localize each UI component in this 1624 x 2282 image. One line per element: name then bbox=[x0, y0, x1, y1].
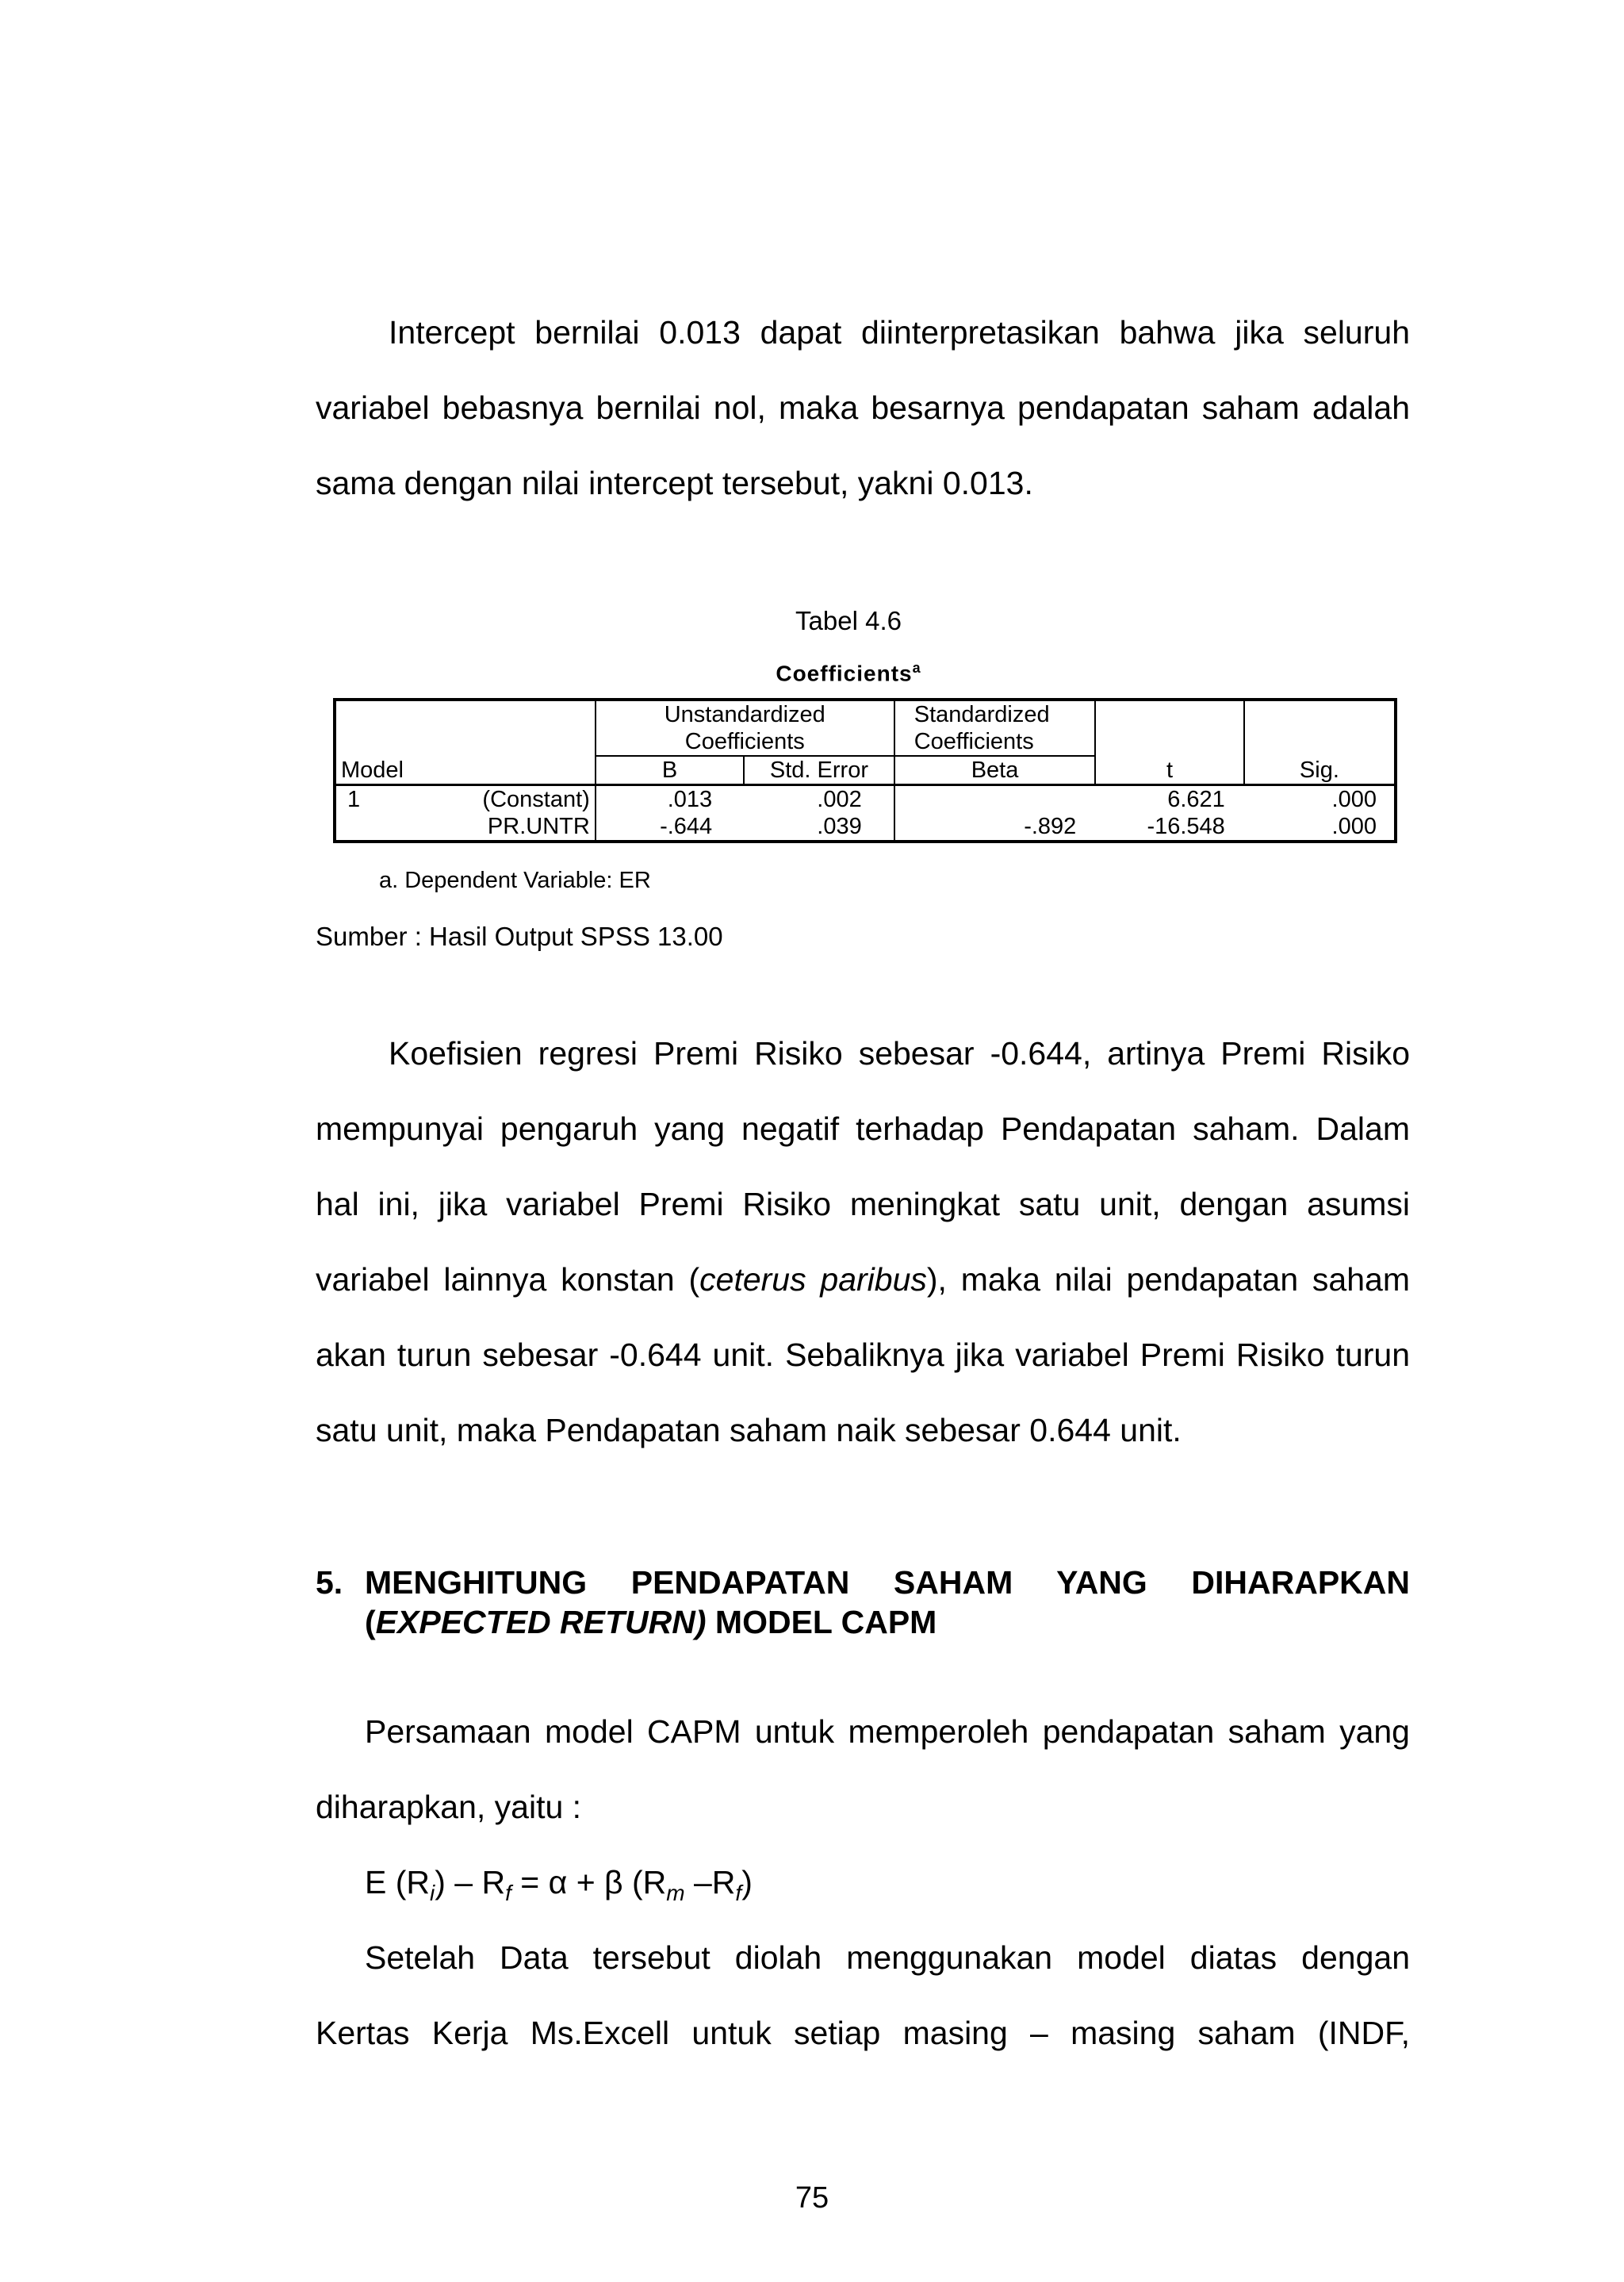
para1-line2: variabel bebasnya bernilai nol, maka besarnya pendapatan saham adalah bbox=[316, 389, 1410, 426]
footnote-letter: a. bbox=[379, 868, 399, 893]
para2-line3: hal ini, jika variabel Premi Risiko meningkat satu unit, dengan asumsi bbox=[316, 1186, 1410, 1222]
header-empty-cell bbox=[1244, 728, 1396, 756]
para2-line1: Koefisien regresi Premi Risiko sebesar -0.644, artinya Premi Risiko bbox=[389, 1035, 1410, 1072]
table-title-text: Coefficients bbox=[776, 661, 913, 686]
section-heading bbox=[316, 1564, 1410, 1651]
section-heading-line1: MENGHITUNG PENDAPATAN SAHAM YANG DIHARAPKAN bbox=[365, 1564, 1410, 1601]
heading-paren: ( bbox=[365, 1604, 376, 1640]
section-heading-line2 bbox=[365, 1604, 936, 1641]
formula-subscript: m bbox=[666, 1881, 685, 1906]
capm-formula bbox=[365, 1864, 753, 1906]
table-footnote bbox=[379, 868, 651, 894]
table-title-superscript: a bbox=[912, 660, 921, 676]
formula-subscript: i bbox=[430, 1881, 435, 1906]
cell-std-error: .039 bbox=[744, 813, 894, 842]
page-number: 75 bbox=[795, 2181, 829, 2215]
header-empty-cell bbox=[335, 728, 596, 756]
formula-part: = α + β (R bbox=[511, 1864, 667, 1900]
cell-beta bbox=[894, 785, 1096, 814]
para2-line4-b: ), maka nilai pendapatan saham bbox=[926, 1261, 1410, 1298]
section-number: 5. bbox=[316, 1564, 343, 1601]
cell-b: .013 bbox=[596, 785, 744, 814]
cell-t: -16.548 bbox=[1095, 813, 1244, 842]
cell-variable: PR.UNTR bbox=[437, 813, 596, 842]
coefficients-table bbox=[333, 698, 1397, 843]
header-empty-cell bbox=[1095, 700, 1244, 728]
header-empty-cell bbox=[1095, 728, 1244, 756]
para4-line2: Kertas Kerja Ms.Excell untuk setiap masing – masing saham (INDF, bbox=[316, 2015, 1410, 2051]
heading-italic: EXPECTED RETURN) bbox=[375, 1604, 707, 1640]
group-header-unstandardized-2: Coefficients bbox=[596, 728, 894, 756]
para3-line1: Persamaan model CAPM untuk memperoleh pendapatan saham yang bbox=[365, 1713, 1410, 1750]
cell-model: 1 bbox=[335, 785, 437, 814]
para1-line1: Intercept bernilai 0.013 dapat diinterpretasikan bahwa jika seluruh bbox=[389, 314, 1410, 351]
group-header-unstandardized: Unstandardized bbox=[596, 700, 894, 728]
column-header-sig: Sig. bbox=[1244, 756, 1396, 785]
para2-line4-italic: ceterus paribus bbox=[699, 1261, 927, 1298]
formula-part: ) bbox=[741, 1864, 753, 1900]
table-row bbox=[335, 813, 1396, 842]
para4-line1: Setelah Data tersebut diolah menggunakan model diatas dengan bbox=[365, 1939, 1410, 1976]
header-empty-cell bbox=[1244, 700, 1396, 728]
column-header-std-error: Std. Error bbox=[744, 756, 894, 785]
cell-beta: -.892 bbox=[894, 813, 1096, 842]
table-caption: Tabel 4.6 bbox=[795, 606, 902, 635]
para2-line5: akan turun sebesar -0.644 unit. Sebaliknya jika variabel Premi Risiko turun bbox=[316, 1337, 1410, 1373]
para2-line4 bbox=[316, 1261, 1410, 1298]
para1-line3: sama dengan nilai intercept tersebut, yakni 0.013. bbox=[316, 465, 1033, 501]
cell-b: -.644 bbox=[596, 813, 744, 842]
para2-line2: mempunyai pengaruh yang negatif terhadap Pendapatan saham. Dalam bbox=[316, 1110, 1410, 1147]
para3-line2: diharapkan, yaitu : bbox=[316, 1789, 582, 1825]
column-header-b: B bbox=[596, 756, 744, 785]
cell-sig: .000 bbox=[1244, 785, 1396, 814]
formula-part: E (R bbox=[365, 1864, 430, 1900]
group-header-standardized: Standardized bbox=[894, 700, 1096, 728]
formula-part: ) – R bbox=[435, 1864, 506, 1900]
cell-sig: .000 bbox=[1244, 813, 1396, 842]
table-row bbox=[335, 785, 1396, 814]
group-header-standardized-2: Coefficients bbox=[894, 728, 1096, 756]
cell-variable: (Constant) bbox=[482, 787, 590, 812]
para2-line6: satu unit, maka Pendapatan saham naik sebesar 0.644 unit. bbox=[316, 1412, 1182, 1448]
cell-t: 6.621 bbox=[1167, 787, 1225, 812]
table-title bbox=[0, 660, 1624, 686]
para2-line4-a: variabel lainnya konstan ( bbox=[316, 1261, 700, 1298]
column-header-beta: Beta bbox=[894, 756, 1096, 785]
heading-rest: MODEL CAPM bbox=[706, 1604, 937, 1640]
formula-subscript: f bbox=[505, 1881, 511, 1906]
header-empty-cell bbox=[335, 700, 596, 728]
column-header-model: Model bbox=[335, 756, 596, 785]
formula-subscript: f bbox=[735, 1881, 742, 1906]
column-header-t: t bbox=[1095, 756, 1244, 785]
table-source: Sumber : Hasil Output SPSS 13.00 bbox=[316, 922, 723, 951]
formula-part: –R bbox=[684, 1864, 736, 1900]
cell-model bbox=[335, 813, 437, 842]
footnote-text: Dependent Variable: ER bbox=[404, 868, 651, 893]
cell-std-error: .002 bbox=[817, 787, 862, 812]
